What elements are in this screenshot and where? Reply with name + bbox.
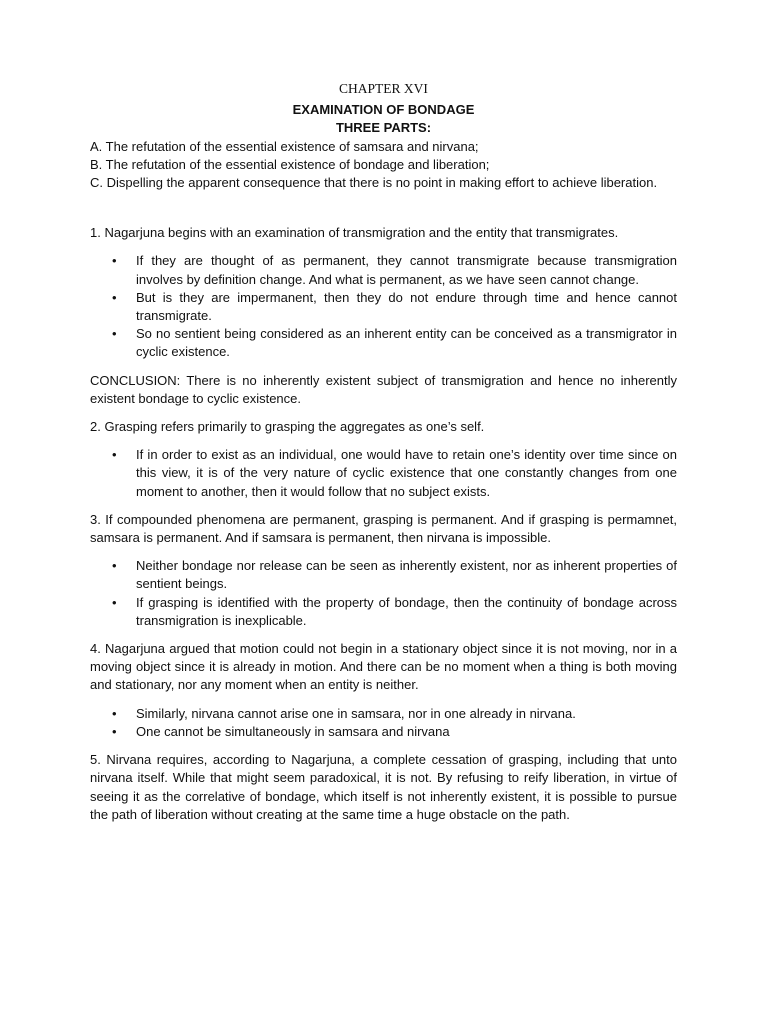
section-paragraph: 5. Nirvana requires, according to Nagarjuna, a complete cessation of grasping, including that unto nirvana itself. While that might seem paradoxical, it is not. By refusing to reify liberation, in virtue of seeing it as the correlative of bondage, which itself is not inherently existent, it is possible to pursue the path of liberation without creating at the same time a huge obstacle on the path. xyxy=(90,752,677,822)
bullet-icon: • xyxy=(112,326,117,342)
bullet-item xyxy=(90,446,677,501)
bullet-list xyxy=(90,446,677,501)
bullet-text: So no sentient being considered as an inherent entity can be conceived as a transmigrator in cyclic existence. xyxy=(136,326,677,360)
bullet-icon: • xyxy=(112,253,117,269)
bullet-icon: • xyxy=(112,447,117,463)
section-paragraph: 1. Nagarjuna begins with an examination of transmigration and the entity that transmigrates. xyxy=(90,225,619,241)
bullet-text: If grasping is identified with the property of bondage, then the continuity of bondage across transmigration is inexplicable. xyxy=(136,594,677,628)
section-paragraph: 4. Nagarjuna argued that motion could not begin in a stationary object since it is not moving, nor in a moving object since it is already in motion. And there can be no moment when a thing is both moving and stationary, nor any moment when an entity is neither. xyxy=(90,641,677,693)
parts-heading: THREE PARTS: xyxy=(335,120,432,136)
bullet-item xyxy=(90,723,677,741)
chapter-heading: CHAPTER XVI xyxy=(339,81,428,96)
bullet-icon: • xyxy=(112,705,117,721)
bullet-list xyxy=(90,252,677,361)
bullet-item xyxy=(90,594,677,630)
bullet-text: One cannot be simultaneously in samsara and nirvana xyxy=(136,723,450,739)
bullet-icon: • xyxy=(112,289,117,305)
bullet-item xyxy=(90,252,677,288)
section-paragraph: 3. If compounded phenomena are permanent, grasping is permanent. And if grasping is permamnet, samsara is permanent. And if samsara is permanent, then nirvana is impossible. xyxy=(90,511,677,546)
part-item: B. The refutation of the essential existence of bondage and liberation; xyxy=(90,156,490,172)
bullet-text: If they are thought of as permanent, they cannot transmigrate because transmigration involves by definition change. And what is permanent, as we have seen cannot change. xyxy=(136,253,677,287)
bullet-text: Similarly, nirvana cannot arise one in samsara, nor in one already in nirvana. xyxy=(136,705,576,721)
bullet-list xyxy=(90,705,677,741)
bullet-text: But is they are impermanent, then they do not endure through time and hence cannot transmigrate. xyxy=(136,289,677,324)
bullet-item xyxy=(90,705,677,723)
chapter-title: EXAMINATION OF BONDAGE xyxy=(292,102,475,118)
part-item: C. Dispelling the apparent consequence that there is no point in making effort to achieve liberation. xyxy=(90,175,658,191)
bullet-icon: • xyxy=(112,723,117,739)
bullet-item xyxy=(90,325,677,361)
section-paragraph: 2. Grasping refers primarily to grasping the aggregates as one’s self. xyxy=(90,419,485,435)
bullet-icon: • xyxy=(112,594,117,610)
part-item: A. The refutation of the essential existence of samsara and nirvana; xyxy=(90,138,479,154)
bullet-icon: • xyxy=(112,558,117,574)
bullet-list xyxy=(90,557,677,630)
bullet-text: Neither bondage nor release can be seen as inherently existent, nor as inherent properties of sentient beings. xyxy=(136,558,677,592)
bullet-item xyxy=(90,557,677,593)
conclusion-paragraph: CONCLUSION: There is no inherently existent subject of transmigration and hence no inherently existent bondage to cyclic existence. xyxy=(90,372,677,406)
parts-list xyxy=(90,138,677,193)
bullet-text: If in order to exist as an individual, one would have to retain one’s identity over time since on this view, it is of the very nature of cyclic existence that one constantly changes from one moment to another, then it would follow that no subject exists. xyxy=(136,447,677,499)
bullet-item xyxy=(90,289,677,325)
